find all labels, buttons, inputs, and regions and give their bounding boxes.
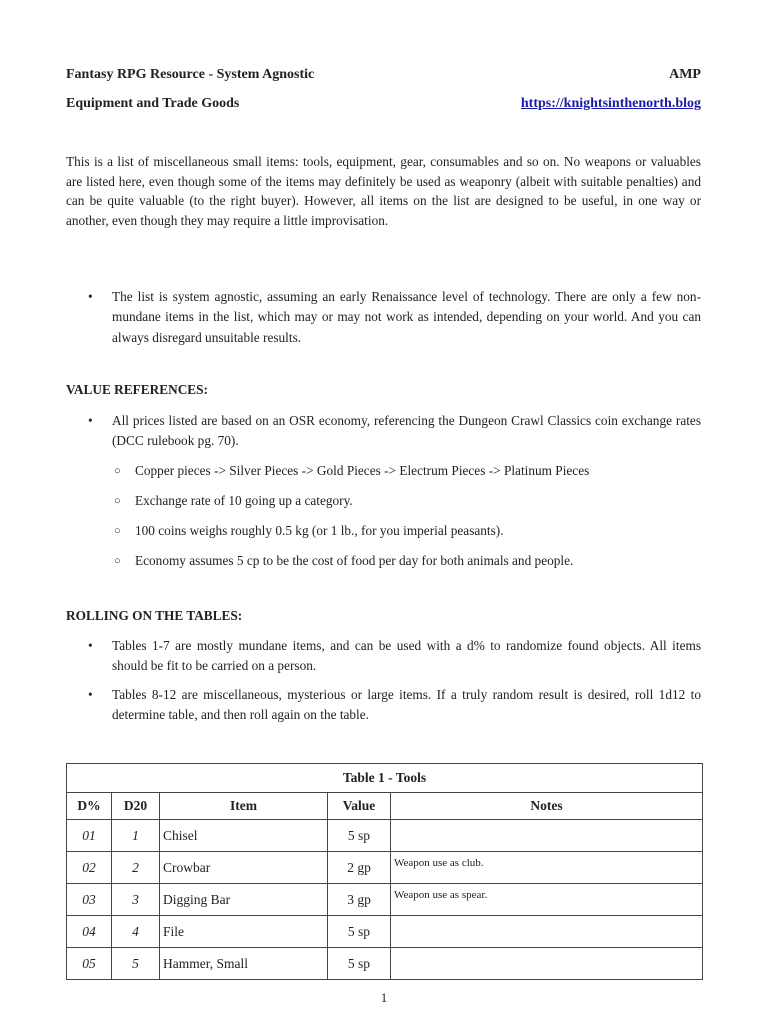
cell-notes: Weapon use as spear. xyxy=(391,884,703,916)
cell-d100: 02 xyxy=(67,852,112,884)
bullet-icon: • xyxy=(88,289,93,304)
cell-d100: 03 xyxy=(67,884,112,916)
sub-list-text: Exchange rate of 10 going up a category. xyxy=(135,493,353,508)
column-header-item: Item xyxy=(160,793,328,820)
cell-item: Chisel xyxy=(160,820,328,852)
sub-list-text: 100 coins weighs roughly 0.5 kg (or 1 lb., for you imperial peasants). xyxy=(135,523,504,538)
column-header-d20: D20 xyxy=(112,793,160,820)
tools-table xyxy=(66,763,703,980)
column-header-value: Value xyxy=(328,793,391,820)
intro-paragraph: This is a list of miscellaneous small items: tools, equipment, gear, consumables and so on. No weapons or valuables are listed here, even though some of the items may definitely be used as weaponry (albeit with suitable penalties) and can be quite valuable (to the right buyer). However, all items on the list are designed to be useful, in one way or another, even though they may require a little improvisation. xyxy=(66,154,701,228)
cell-value: 5 sp xyxy=(328,916,391,948)
document-title: Fantasy RPG Resource - System Agnostic xyxy=(66,67,315,82)
circle-bullet-icon: ○ xyxy=(114,555,121,567)
table-row xyxy=(67,948,703,980)
list-item xyxy=(66,685,701,726)
cell-item: File xyxy=(160,916,328,948)
cell-item: Hammer, Small xyxy=(160,948,328,980)
cell-value: 3 gp xyxy=(328,884,391,916)
cell-value: 5 sp xyxy=(328,820,391,852)
cell-d100: 04 xyxy=(67,916,112,948)
cell-item: Digging Bar xyxy=(160,884,328,916)
table-row xyxy=(67,916,703,948)
cell-d100: 01 xyxy=(67,820,112,852)
cell-value: 5 sp xyxy=(328,948,391,980)
table-caption: Table 1 - Tools xyxy=(67,764,703,793)
cell-item: Crowbar xyxy=(160,852,328,884)
value-references-heading: VALUE REFERENCES: xyxy=(66,382,208,397)
bullet-icon: • xyxy=(88,687,93,702)
table-row xyxy=(67,852,703,884)
bullet-text: The list is system agnostic, assuming an early Renaissance level of technology. There are only a few non-mundane items in the list, which may or may not work as intended, depending on your world. And you can always disregard unsuitable results. xyxy=(112,289,701,345)
bullet-icon: • xyxy=(88,638,93,653)
cell-d20: 5 xyxy=(112,948,160,980)
cell-d20: 4 xyxy=(112,916,160,948)
circle-bullet-icon: ○ xyxy=(114,495,121,507)
circle-bullet-icon: ○ xyxy=(114,525,121,537)
sub-list-text: Copper pieces -> Silver Pieces -> Gold Pieces -> Electrum Pieces -> Platinum Pieces xyxy=(135,463,590,478)
column-header-d100: D% xyxy=(67,793,112,820)
cell-notes xyxy=(391,916,703,948)
document-header-row-1 xyxy=(66,67,701,83)
bullet-icon: • xyxy=(88,413,93,428)
sub-list-item xyxy=(114,551,701,571)
cell-d100: 05 xyxy=(67,948,112,980)
list-item xyxy=(66,636,701,677)
circle-bullet-icon: ○ xyxy=(114,465,121,477)
author-label: AMP xyxy=(669,67,701,82)
document-header-row-2 xyxy=(66,96,701,112)
cell-notes xyxy=(391,820,703,852)
cell-notes: Weapon use as club. xyxy=(391,852,703,884)
document-subtitle: Equipment and Trade Goods xyxy=(66,96,240,111)
cell-value: 2 gp xyxy=(328,852,391,884)
table-row xyxy=(67,884,703,916)
sub-list-text: Economy assumes 5 cp to be the cost of food per day for both animals and people. xyxy=(135,553,574,568)
blog-link[interactable]: https://knightsinthenorth.blog xyxy=(520,96,701,111)
list-item xyxy=(66,287,701,348)
rolling-heading: ROLLING ON THE TABLES: xyxy=(66,608,243,623)
cell-d20: 3 xyxy=(112,884,160,916)
list-item xyxy=(66,411,701,452)
bullet-text: Tables 1-7 are mostly mundane items, and can be used with a d% to randomize found objects. All items should be fit to be carried on a person. xyxy=(112,638,701,674)
page-number: 1 xyxy=(380,990,388,1005)
sub-list-item xyxy=(114,491,701,511)
bullet-text: Tables 8-12 are miscellaneous, mysterious or large items. If a truly random result is desired, roll 1d12 to determine table, and then roll again on the table. xyxy=(112,687,701,723)
sub-list-item xyxy=(114,521,701,541)
cell-notes xyxy=(391,948,703,980)
cell-d20: 2 xyxy=(112,852,160,884)
bullet-text: All prices listed are based on an OSR economy, referencing the Dungeon Crawl Classics coin exchange rates (DCC rulebook pg. 70). xyxy=(112,413,701,449)
table-row xyxy=(67,820,703,852)
cell-d20: 1 xyxy=(112,820,160,852)
column-header-notes: Notes xyxy=(391,793,703,820)
table-header-row xyxy=(67,793,703,820)
sub-list-item xyxy=(114,461,701,481)
